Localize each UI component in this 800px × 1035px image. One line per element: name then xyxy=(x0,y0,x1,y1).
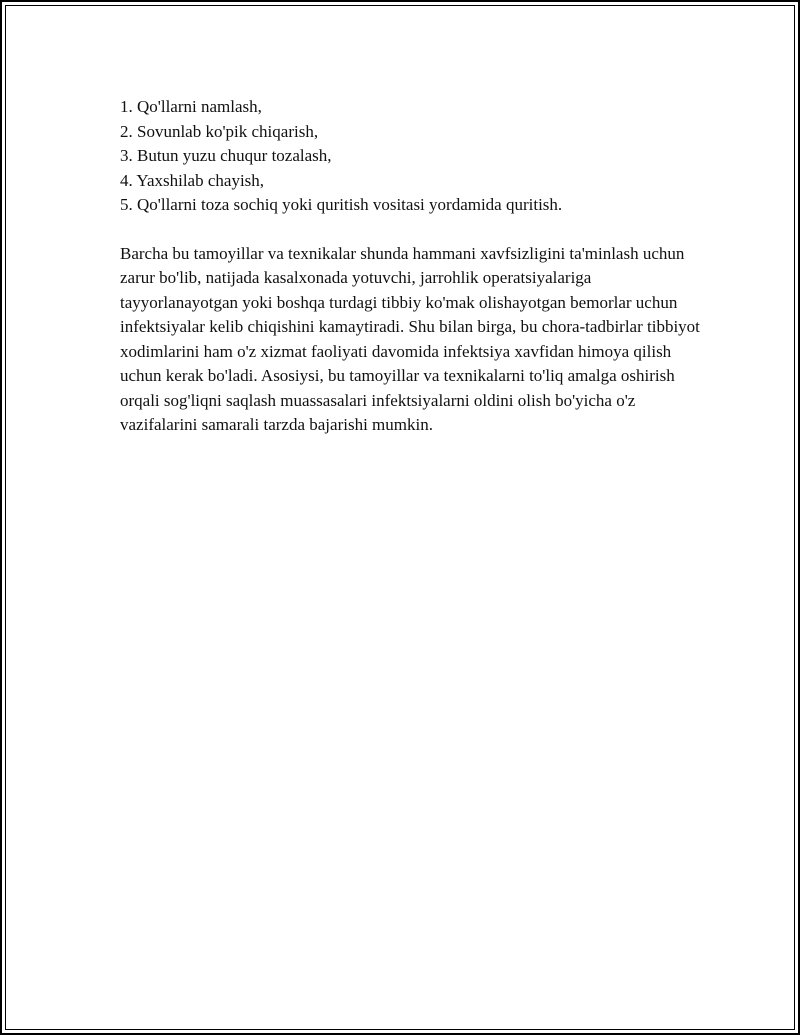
steps-list xyxy=(120,95,705,218)
list-item: 1. Qo'llarni namlash, xyxy=(120,97,262,116)
list-item: 2. Sovunlab ko'pik chiqarish, xyxy=(120,121,319,141)
list-item: 4. Yaxshilab chayish, xyxy=(120,170,265,190)
list-item: 3. Butun yuzu chuqur tozalash, xyxy=(120,146,332,165)
document-body xyxy=(120,95,705,438)
body-paragraph: Barcha bu tamoyillar va texnikalar shunda hammani xavfsizligini ta'minlash uchun zarur bo'lib, natijada kasalxonada yotuvchi, jarrohlik operatsiyalariga tayyorlanayotgan yoki boshqa turdagi tibbiy ko'mak olishayotgan bemorlar uchun infektsiyalar kelib chiqishini kamaytiradi. Shu bilan birga, bu chora-tadbirlar tibbiyot xodimlarini ham o'z xizmat faoliyati davomida infektsiya xavfidan himoya qilish uchun kerak bo'ladi. Asosiysi, bu tamoyillar va texnikalarni to'liq amalga oshirish orqali sog'liqni saqlash muassasalari infektsiyalarni oldini olish bo'yicha o'z vazifalarini samarali tarzda bajarishi mumkin. xyxy=(120,243,700,434)
list-item: 5. Qo'llarni toza sochiq yoki quritish vositasi yordamida quritish. xyxy=(120,195,563,214)
